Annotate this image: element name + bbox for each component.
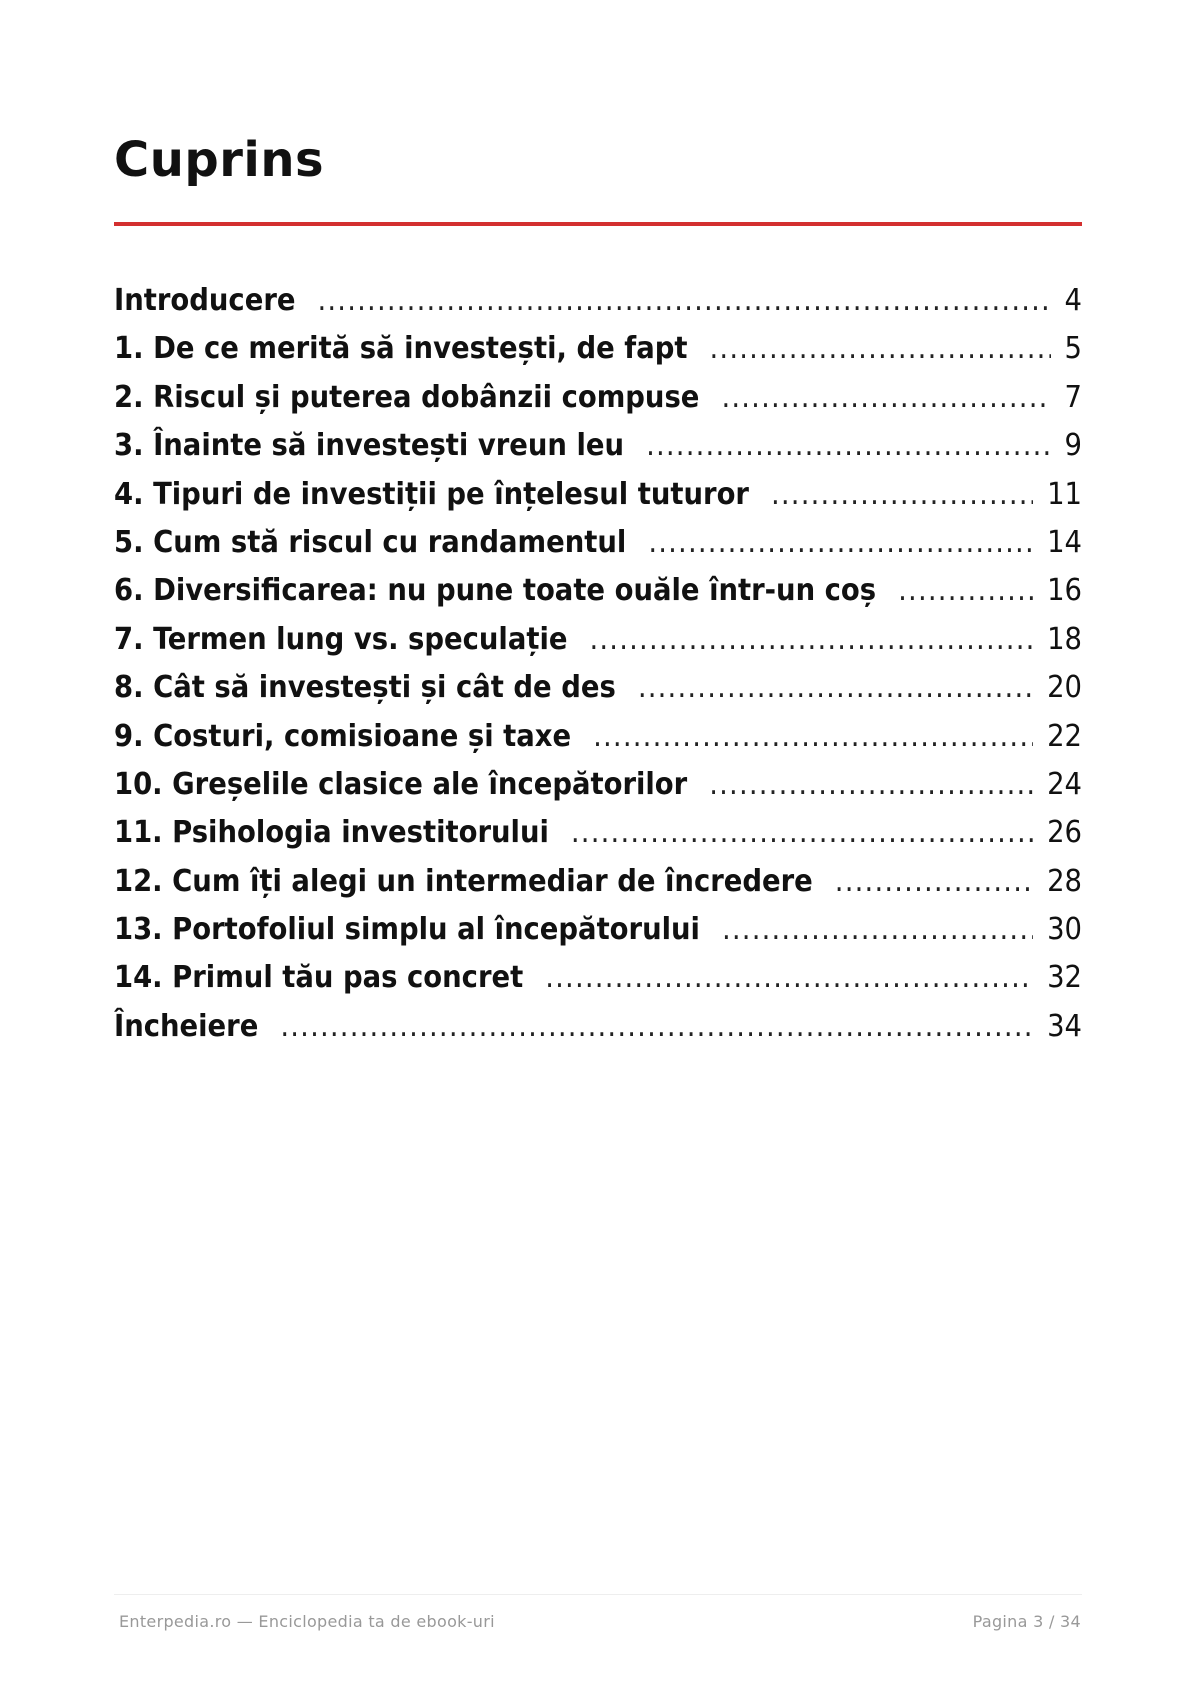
toc-dot-leader — [709, 761, 1033, 809]
toc-entry-title: 1. De ce merită să investești, de fapt — [114, 331, 688, 367]
toc-entry[interactable] — [114, 1003, 1082, 1051]
toc-entry-title: 10. Greșelile clasice ale începătorilor — [114, 766, 688, 802]
toc-page-number: 24 — [1047, 766, 1082, 802]
toc-entry-title: Introducere — [114, 283, 296, 318]
toc-entry-title: 9. Costuri, comisioane și taxe — [114, 718, 572, 754]
toc-entry-title: 11. Psihologia investitorului — [114, 815, 549, 851]
toc-dot-leader — [638, 664, 1033, 712]
toc-dot-leader — [317, 277, 1050, 325]
toc-entry[interactable] — [114, 422, 1082, 470]
page-title: Cuprins — [114, 132, 325, 188]
toc-dot-leader — [589, 616, 1033, 664]
toc-entry[interactable] — [114, 664, 1082, 712]
toc-dot-leader — [648, 519, 1033, 567]
toc-entry[interactable] — [114, 954, 1082, 1002]
footer-page-indicator: Pagina 3 / 34 — [972, 1612, 1081, 1631]
toc-entry[interactable] — [114, 325, 1082, 373]
toc-entry-title: 4. Tipuri de investiții pe înțelesul tuturor — [114, 476, 749, 512]
toc-page-number: 30 — [1047, 912, 1082, 948]
toc-dot-leader — [646, 422, 1050, 470]
toc-page-number: 28 — [1047, 863, 1082, 899]
toc-entry-title: 2. Riscul și puterea dobânzii compuse — [114, 379, 700, 415]
toc-dot-leader — [898, 567, 1033, 615]
toc-dot-leader — [835, 858, 1033, 906]
title-divider — [114, 222, 1082, 226]
toc-page-number: 11 — [1047, 476, 1082, 512]
toc-entry[interactable] — [114, 761, 1082, 809]
toc-entry[interactable] — [114, 519, 1082, 567]
toc-dot-leader — [571, 809, 1033, 857]
toc-entry[interactable] — [114, 471, 1082, 519]
toc-page-number: 20 — [1047, 670, 1082, 706]
toc-page-number: 9 — [1064, 428, 1082, 464]
toc-entry[interactable] — [114, 277, 1082, 325]
toc-entry-title: Încheiere — [114, 1008, 259, 1044]
toc-page-number: 7 — [1064, 379, 1082, 415]
toc-page-number: 5 — [1064, 331, 1082, 367]
toc-entry-title: 7. Termen lung vs. speculație — [114, 621, 568, 657]
toc-entry[interactable] — [114, 858, 1082, 906]
toc-dot-leader — [710, 325, 1051, 373]
footer-site-name: Enterpedia.ro — Enciclopedia ta de ebook-uri — [119, 1612, 495, 1631]
toc-page-number: 32 — [1047, 960, 1082, 996]
toc-entry[interactable] — [114, 616, 1082, 664]
toc-entry[interactable] — [114, 567, 1082, 615]
toc-entry[interactable] — [114, 713, 1082, 761]
toc-entry[interactable] — [114, 374, 1082, 422]
toc-entry-title: 14. Primul tău pas concret — [114, 960, 524, 996]
toc-page-number: 26 — [1047, 815, 1082, 851]
toc-entry-title: 6. Diversificarea: nu pune toate ouăle într-un coș — [114, 573, 877, 609]
toc-page-number: 4 — [1064, 283, 1082, 318]
toc-page-number: 14 — [1047, 524, 1082, 560]
toc-entry-title: 5. Cum stă riscul cu randamentul — [114, 524, 627, 560]
toc-entry-title: 13. Portofoliul simplu al începătorului — [114, 912, 700, 948]
toc-entry-title: 8. Cât să investești și cât de des — [114, 670, 616, 706]
toc-entry-title: 12. Cum îți alegi un intermediar de încredere — [114, 863, 813, 899]
toc-page-number: 16 — [1047, 573, 1082, 609]
toc-entry-title: 3. Înainte să investești vreun leu — [114, 428, 625, 464]
toc-dot-leader — [722, 906, 1033, 954]
toc-entry[interactable] — [114, 809, 1082, 857]
table-of-contents — [114, 277, 1082, 1051]
toc-page-number: 34 — [1047, 1008, 1082, 1044]
toc-dot-leader — [545, 954, 1033, 1002]
toc-dot-leader — [593, 713, 1033, 761]
toc-page-number: 18 — [1047, 621, 1082, 657]
toc-dot-leader — [280, 1003, 1033, 1051]
toc-dot-leader — [771, 471, 1033, 519]
footer-divider — [114, 1594, 1082, 1595]
toc-page-number: 22 — [1047, 718, 1082, 754]
toc-dot-leader — [721, 374, 1050, 422]
toc-entry[interactable] — [114, 906, 1082, 954]
